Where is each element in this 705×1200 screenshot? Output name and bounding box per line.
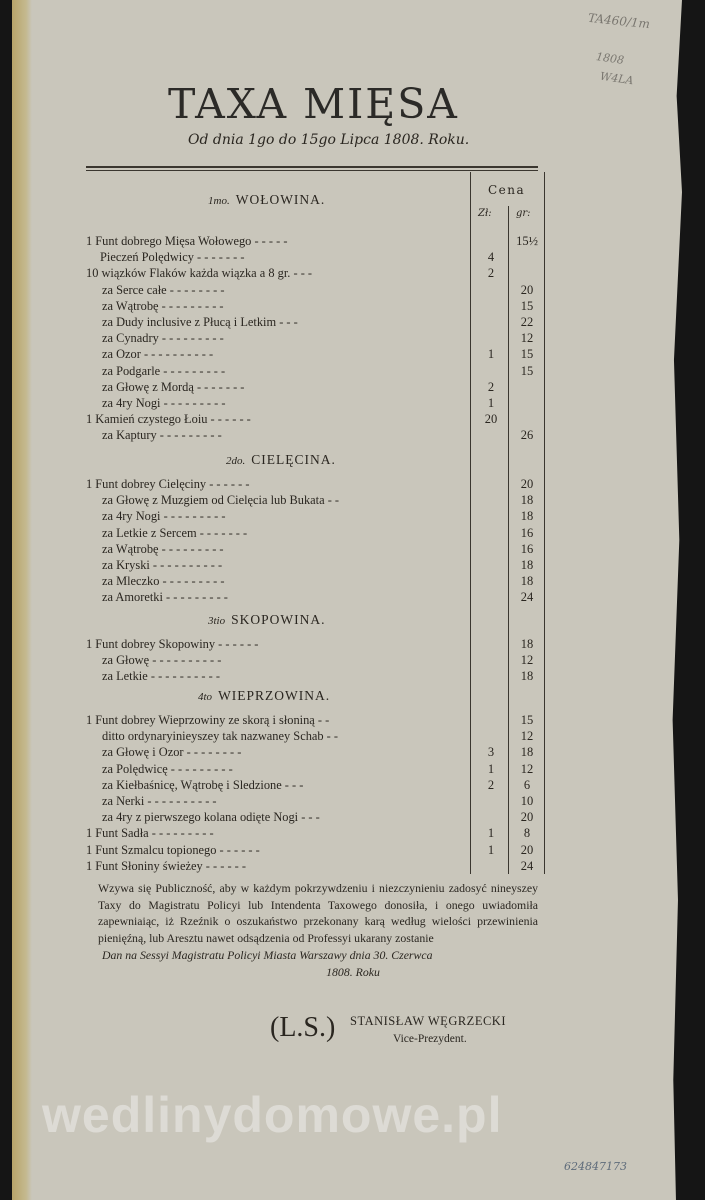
price-zloty: 1 [487,761,495,776]
price-grosz: 15 [520,347,534,362]
table-row-label: za Mleczko - - - - - - - - - [102,574,225,589]
table-row-label: za Głowę z Muzgiem od Cielęcia lub Bukata - - [102,493,340,508]
section-name: CIELĘCINA. [251,452,336,467]
section-name: SKOPOWINA. [231,612,326,627]
table-row-label: za 4ry z pierwszego kolana odięte Nogi - - - [102,810,320,825]
header-rule-bottom [86,170,538,171]
dated-line: Dan na Sessyi Magistratu Policyi Miasta Warszawy dnia 30. Czerwca [102,948,433,963]
table-row-label: za 4ry Nogi - - - - - - - - - [102,509,226,524]
price-grosz: 8 [523,826,531,841]
price-header: Cena [488,183,526,197]
section-header [198,688,330,704]
section-number: 4to [198,691,213,703]
price-grosz: 15 [520,713,534,727]
document-subtitle: Od dnia 1go do 15go Lipca 1808. Roku. [188,132,470,148]
signatory-name: STANISŁAW WĘGRZECKI [350,1014,506,1028]
price-grosz: 16 [520,541,534,556]
price-grosz: 18 [520,637,534,651]
section-number: 1mo. [208,195,230,207]
price-grosz: 16 [520,525,534,540]
table-row-label: ditto ordynaryinieyszey tak nazwaney Schab - - [102,729,339,744]
table-row-label: 1 Funt dobrey Cielęciny - - - - - - [86,477,250,491]
table-row-label: 1 Funt Sadła - - - - - - - - - [86,826,214,841]
section-header [208,612,326,628]
table-row-label: za Dudy inclusive z Płucą i Letkim - - - [102,315,298,329]
price-grosz: 12 [520,653,534,668]
seal-mark: (L.S.) [270,1012,336,1043]
price-zloty: 20 [484,412,498,427]
price-grosz: 15½ [516,234,538,248]
price-zloty: 2 [487,379,495,394]
dated-year: 1808. Roku [326,964,380,979]
price-zloty: 3 [487,745,495,760]
table-row-label: za Kaptury - - - - - - - - - [102,428,222,443]
section-header [226,452,336,468]
price-grosz: 15 [520,363,534,378]
catalog-number: 624847173 [564,1160,627,1173]
table-row-label: za Głowę z Mordą - - - - - - - [102,379,245,394]
table-row-label: 1 Funt Słoniny świeżey - - - - - - [86,858,247,873]
table-row-label: 1 Funt dobrey Skopowiny - - - - - - [86,637,259,651]
price-column-line-right [544,172,545,874]
table-row-label: 1 Funt dobrey Wieprzowiny ze skorą i słoniną - - [86,713,330,727]
table-row-label: za Nerki - - - - - - - - - - [102,794,217,808]
zloty-header: Zł: [478,208,492,219]
notice-block [98,880,538,981]
notice-text: Wzywa się Publiczność, aby w każdym pokrzywdzeniu i niezczynieniu zadosyć nineyszey Taxy do Magistratu Policyi lub Intendenta Taxowego donosiła, i onego uwiadomiła zapewniaiąc, iż Rzeźnik o oszukaństwo przekonany karą według wielości przewinienia pienięźną, lub Aresztu nawet odsądzenia od Professyi ukarany zostanie [98,881,538,945]
price-grosz: 12 [520,761,534,776]
table-row-label: 1 Kamień czystego Łoiu - - - - - - [86,412,251,427]
price-grosz: 18 [520,574,534,589]
price-grosz: 18 [520,745,534,760]
table-row-label: za Cynadry - - - - - - - - - [102,331,224,346]
price-grosz: 24 [520,590,534,605]
table-row-label: za Letkie z Sercem - - - - - - - [102,525,248,540]
price-grosz: 26 [520,428,534,443]
table-row-label: za Głowę i Ozor - - - - - - - - [102,745,242,760]
table-row-label: za Kryski - - - - - - - - - - [102,558,223,572]
document-title: TAXA MIĘSA [168,80,459,128]
price-zloty: 1 [487,842,495,857]
table-row-label: za Wątrobę - - - - - - - - - [102,298,224,313]
price-grosz: 18 [520,669,534,684]
grosz-header: gr: [516,208,531,219]
price-zloty: 2 [487,266,495,281]
table-row-label: za 4ry Nogi - - - - - - - - - [102,396,226,410]
price-zloty: 2 [487,777,495,792]
price-zloty: 1 [487,347,495,362]
price-column-line-left [470,172,471,874]
price-grosz: 18 [520,558,534,572]
price-grosz: 24 [520,858,534,873]
price-column-line-mid [508,206,509,874]
price-grosz: 18 [520,509,534,524]
table-row-label: 1 Funt dobrego Mięsa Wołowego - - - - - [86,234,288,248]
price-grosz: 10 [520,794,534,808]
table-row-label: za Polędwicę - - - - - - - - - [102,761,233,776]
price-zloty: 1 [487,396,495,410]
signatory-title: Vice-Prezydent. [393,1033,467,1045]
table-row-label: za Wątrobę - - - - - - - - - [102,541,224,556]
price-grosz: 15 [520,298,534,313]
table-row-label: 1 Funt Szmalcu topionego - - - - - - [86,842,260,857]
section-number: 2do. [226,455,246,467]
table-row-label: za Podgarle - - - - - - - - - [102,363,226,378]
price-grosz: 12 [520,331,534,346]
pencil-note-1: TA460/1m [587,10,651,32]
section-header [208,192,325,208]
price-grosz: 20 [520,842,534,857]
table-row-label: Pieczeń Polędwicy - - - - - - - [100,250,245,265]
price-grosz: 12 [520,729,534,744]
header-rule-top [86,166,538,168]
table-row-label: za Kiełbaśnicę, Wątrobę i Sledzione - - - [102,777,304,792]
price-grosz: 20 [520,477,534,491]
pencil-note-2: 1808 [595,50,625,67]
price-grosz: 22 [520,315,534,329]
price-grosz: 20 [520,282,534,297]
price-zloty: 1 [487,826,495,841]
price-grosz: 18 [520,493,534,508]
pencil-note-3: W4LA [599,69,635,88]
price-zloty: 4 [487,250,495,265]
table-row-label: za Głowę - - - - - - - - - - [102,653,222,668]
watermark-text: wedlinydomowe.pl [42,1087,503,1143]
section-number: 3tio [208,615,226,627]
table-row-label: za Amoretki - - - - - - - - - [102,590,228,605]
price-grosz: 20 [520,810,534,825]
section-name: WIEPRZOWINA. [218,688,331,703]
table-row-label: za Serce całe - - - - - - - - [102,282,225,297]
table-row-label: za Letkie - - - - - - - - - - [102,669,220,684]
paper-edge-stain [12,0,32,1200]
table-row-label: 10 wiązków Flaków każda wiązka a 8 gr. - - - [86,266,313,281]
section-name: WOŁOWINA. [235,192,326,207]
table-row-label: za Ozor - - - - - - - - - - [102,347,214,362]
price-grosz: 6 [523,777,531,792]
